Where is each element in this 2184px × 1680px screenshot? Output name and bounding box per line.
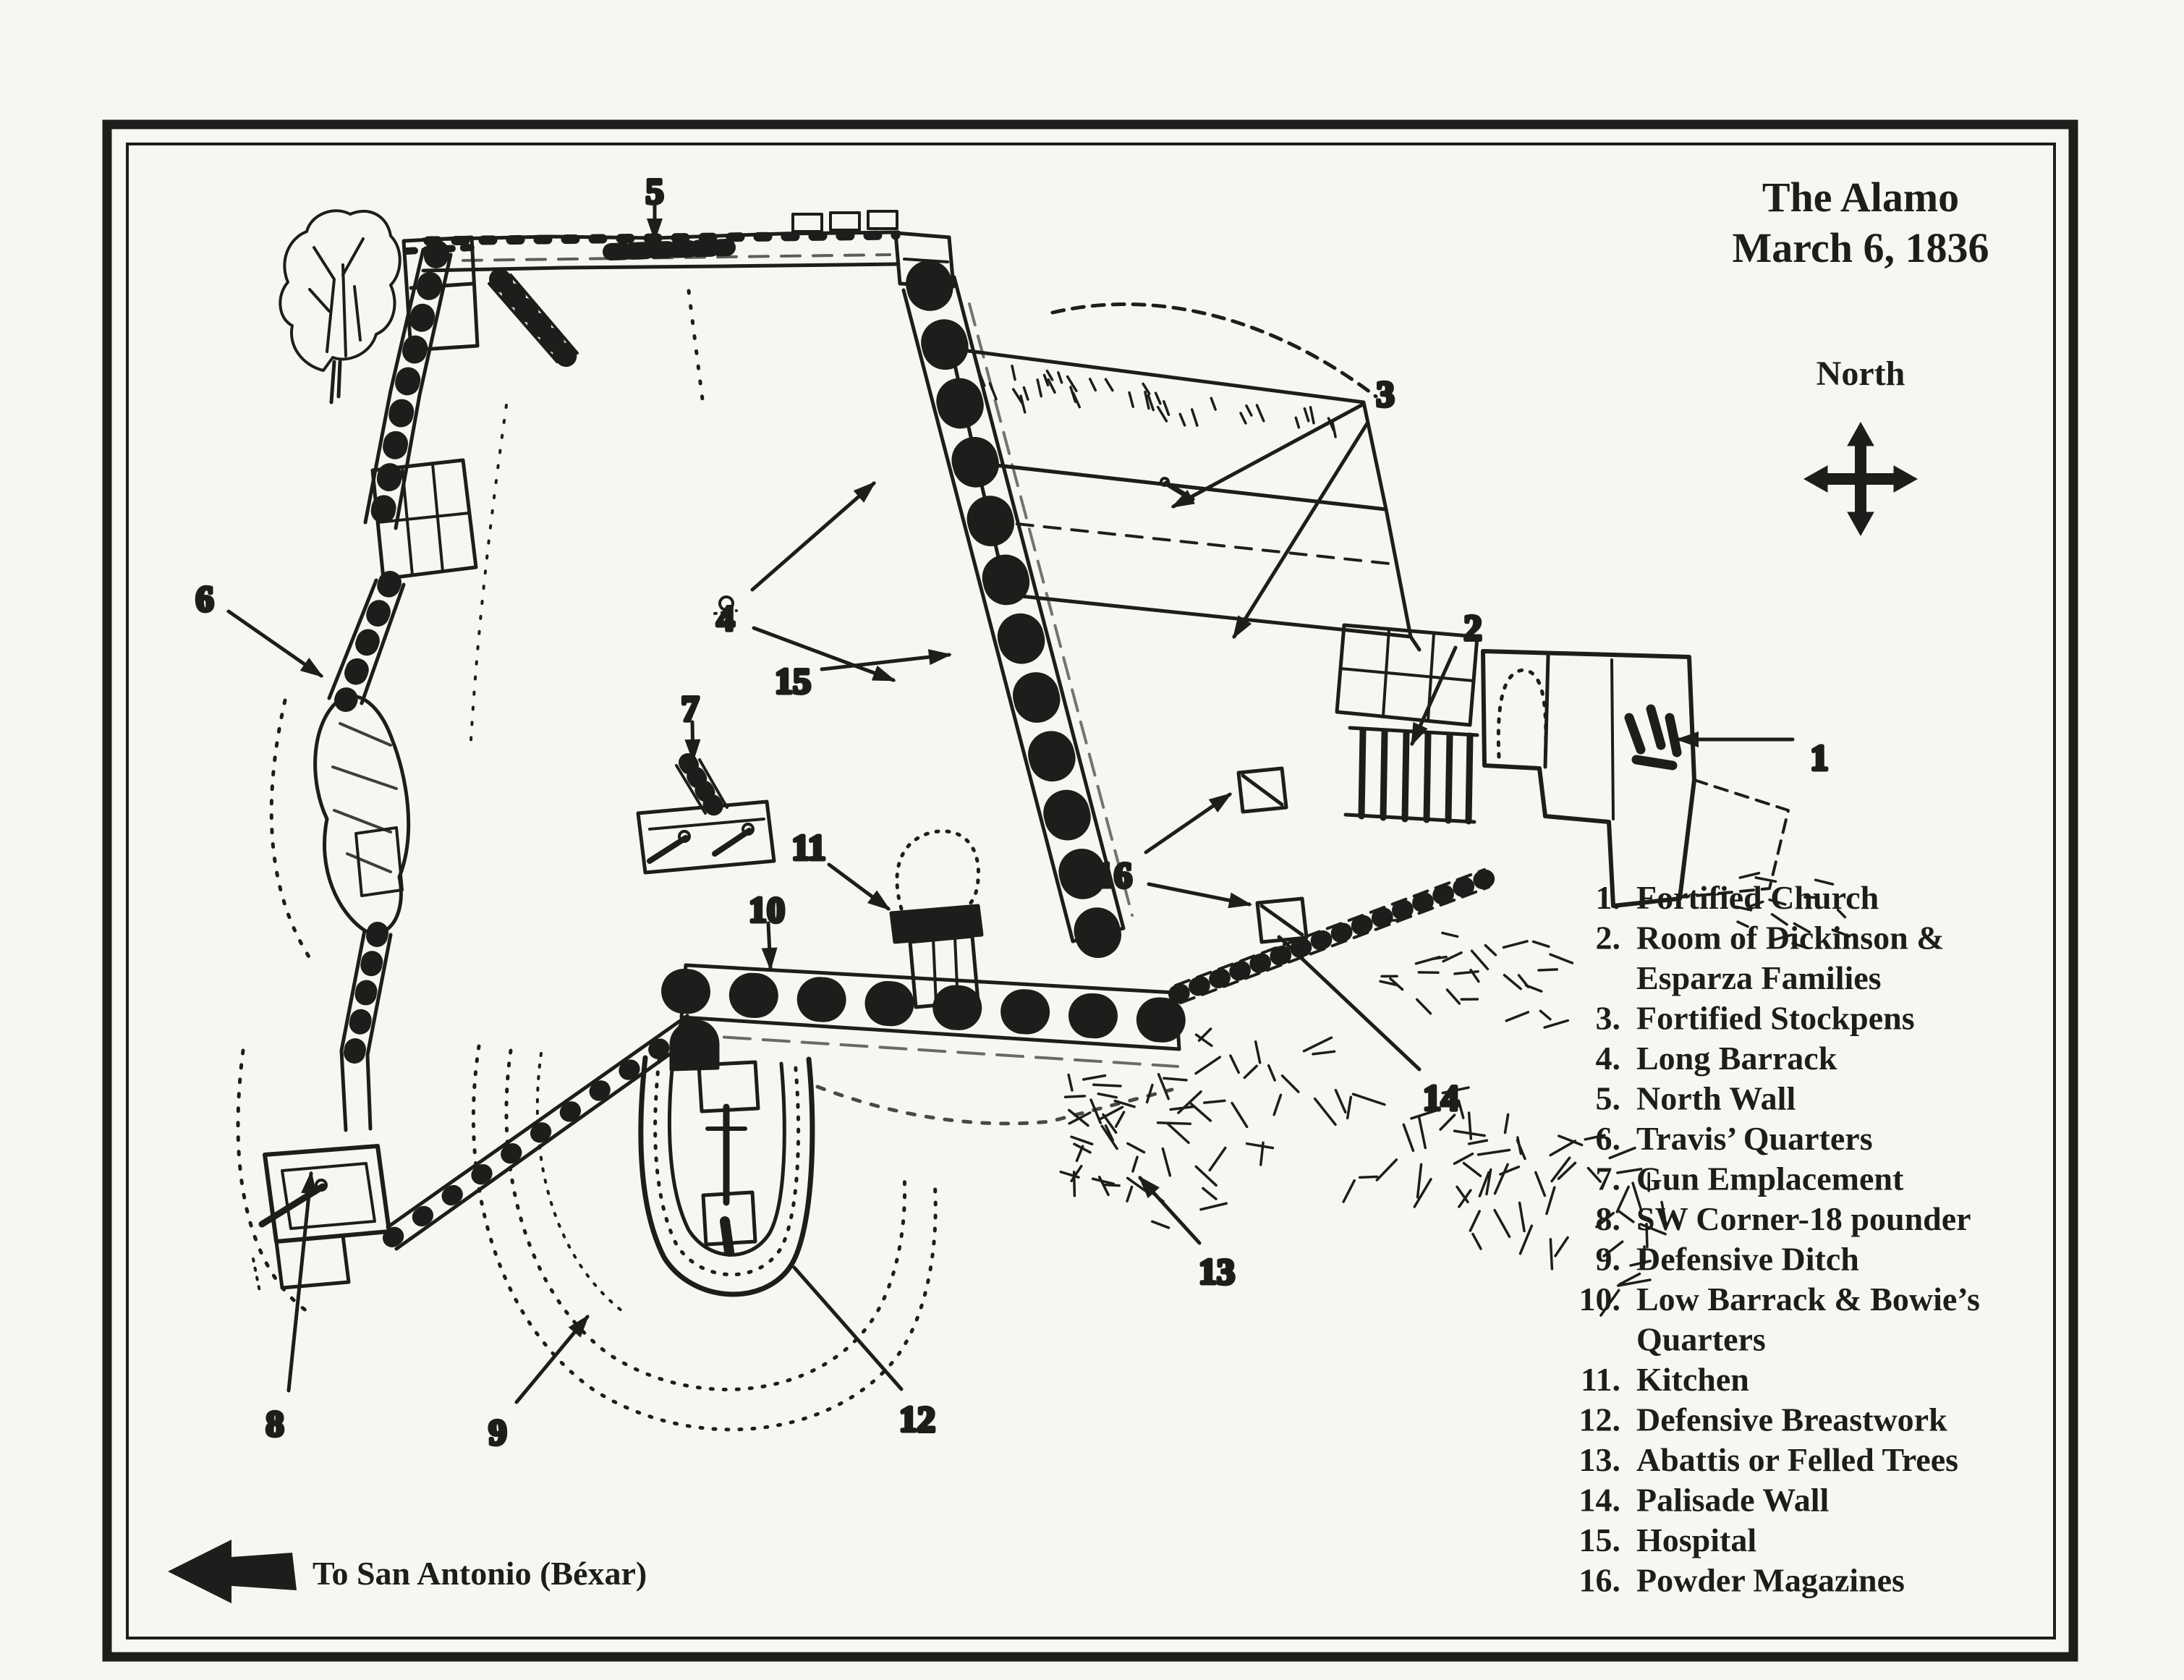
legend-item-label: Powder Magazines	[1636, 1561, 1905, 1599]
legend-item-label: North Wall	[1636, 1079, 1796, 1117]
map-label-number: 5	[645, 171, 664, 211]
legend-item-number: 7.	[1595, 1160, 1620, 1197]
legend-item-label: Fortified Church	[1636, 879, 1879, 916]
legend-item-number: 14.	[1578, 1481, 1620, 1519]
map-label-number: 10	[749, 889, 785, 930]
legend-item-number: 2.	[1595, 919, 1620, 956]
legend-item-label: SW Corner-18 pounder	[1636, 1200, 1971, 1237]
map-label-number: 7	[681, 688, 700, 729]
legend-item-number: 3.	[1595, 999, 1620, 1037]
legend-item-number: 5.	[1595, 1079, 1620, 1117]
scribble-stroke	[1105, 1185, 1119, 1186]
legend-item-number: 15.	[1578, 1522, 1620, 1558]
map-label-number: 14	[1423, 1077, 1459, 1118]
scribble-stroke	[1158, 1123, 1191, 1124]
footer-label: To San Antonio (Béxar)	[313, 1555, 647, 1592]
map-label-number: 8	[265, 1403, 284, 1443]
legend-item-number: 6.	[1595, 1120, 1620, 1157]
legend-item-label: Abattis or Felled Trees	[1636, 1441, 1959, 1478]
map-label-number: 15	[775, 661, 811, 701]
legend-item-label: Defensive Breastwork	[1636, 1401, 1947, 1438]
scribble-stroke	[1066, 1096, 1085, 1097]
map-title-line1: The Alamo	[1762, 174, 1960, 221]
legend-item-number: 10.	[1578, 1281, 1620, 1318]
legend-item-label: Room of Dickinson &	[1636, 919, 1945, 956]
map-title-line2: March 6, 1836	[1732, 224, 1989, 271]
scribble-stroke	[1094, 1085, 1121, 1086]
legend-item-number: 12.	[1578, 1401, 1620, 1438]
main-gate-arch	[671, 1022, 718, 1069]
legend-item-label: Hospital	[1636, 1522, 1757, 1558]
map-label-number: 2	[1463, 607, 1482, 648]
legend-item-number: 13.	[1578, 1441, 1620, 1478]
legend-item-label: Kitchen	[1636, 1361, 1749, 1398]
map-label-number: 16	[1096, 854, 1132, 895]
legend-item-number: 4.	[1595, 1040, 1620, 1077]
map-label-number: 13	[1199, 1251, 1235, 1291]
map-label-number: 1	[1810, 737, 1829, 778]
legend-item-label: Palisade Wall	[1636, 1481, 1830, 1519]
legend-item-label: Long Barrack	[1636, 1040, 1837, 1077]
legend-item-label: Fortified Stockpens	[1636, 999, 1915, 1037]
map-label-number: 6	[195, 578, 214, 619]
map-label-number: 9	[488, 1412, 507, 1452]
map-label-number: 12	[899, 1399, 935, 1439]
map-label-number: 3	[1376, 373, 1395, 414]
compass-label: North	[1816, 355, 1905, 393]
legend-item-label: Quarters	[1636, 1320, 1766, 1358]
legend-item-number: 11.	[1581, 1361, 1620, 1398]
legend-item-label: Travis’ Quarters	[1636, 1120, 1873, 1157]
legend-item-number: 8.	[1595, 1200, 1620, 1237]
legend-item-label: Gun Emplacement	[1636, 1160, 1904, 1197]
legend-item-label: Low Barrack & Bowie’s	[1636, 1281, 1980, 1318]
legend-item-label: Esparza Families	[1636, 959, 1882, 996]
legend-item-number: 9.	[1595, 1240, 1620, 1278]
map-label-number: 11	[791, 827, 826, 867]
legend-item-number: 16.	[1578, 1561, 1620, 1599]
legend-item-number: 1.	[1595, 879, 1620, 916]
scribble-stroke	[1360, 1176, 1377, 1177]
scribble-stroke	[1550, 1239, 1552, 1269]
map-label-number: 4	[716, 598, 735, 638]
scribble-stroke	[1382, 920, 1401, 921]
legend-item-label: Defensive Ditch	[1636, 1240, 1859, 1278]
